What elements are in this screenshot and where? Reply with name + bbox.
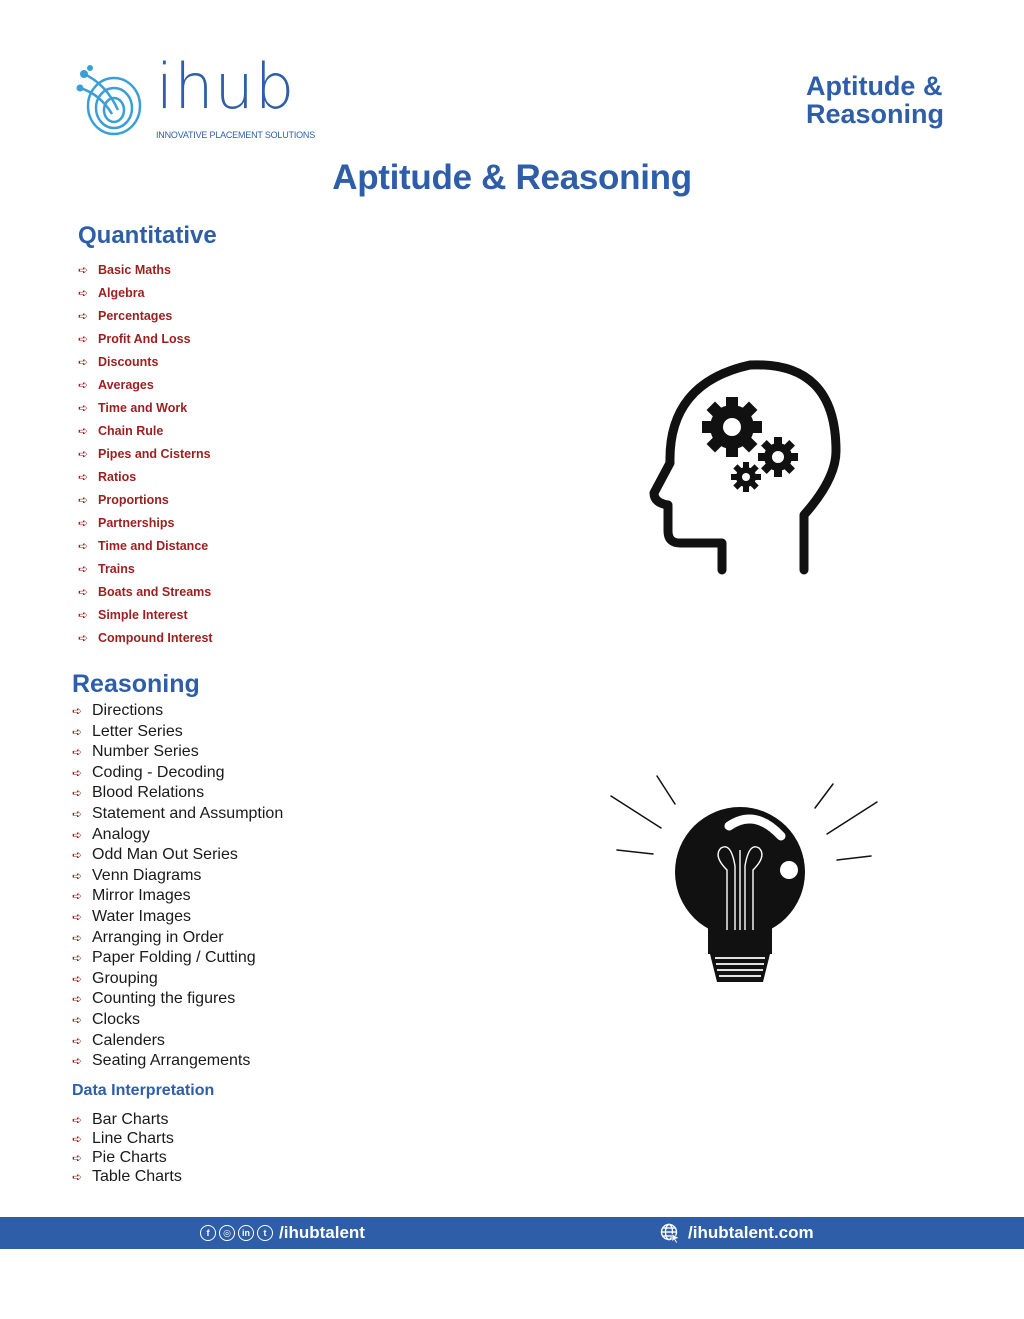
- arrow-bullet-icon: ➪: [78, 516, 89, 530]
- arrow-bullet-icon: ➪: [78, 585, 89, 599]
- data-interpretation-list: [72, 1110, 182, 1186]
- arrow-bullet-icon: ➪: [78, 539, 89, 553]
- arrow-bullet-icon: ➪: [72, 745, 83, 760]
- lightbulb-icon: [605, 770, 885, 992]
- logo-tagline: INNOVATIVE PLACEMENT SOLUTIONS: [156, 130, 316, 140]
- arrow-bullet-icon: ➪: [72, 951, 83, 966]
- list-item: ➪ Grouping: [72, 969, 158, 987]
- corner-title-line1: Aptitude &: [805, 71, 943, 101]
- list-item: ➪ Averages: [78, 375, 213, 398]
- arrow-bullet-icon: ➪: [78, 332, 89, 346]
- list-item: ➪ Compound Interest: [78, 628, 213, 651]
- list-item: ➪ Statement and Assumption: [72, 804, 284, 822]
- arrow-bullet-icon: ➪: [72, 868, 83, 883]
- list-item: ➪ Discounts: [78, 352, 213, 375]
- corner-title: [806, 72, 944, 128]
- arrow-bullet-icon: ➪: [78, 378, 89, 392]
- list-item: ➪ Trains: [78, 559, 213, 582]
- list-item: ➪ Paper Folding / Cutting: [72, 949, 256, 967]
- arrow-bullet-icon: ➪: [72, 827, 83, 842]
- quantitative-list: [78, 260, 213, 651]
- list-item: ➪ Mirror Images: [72, 887, 191, 905]
- arrow-bullet-icon: ➪: [78, 309, 89, 323]
- arrow-bullet-icon: ➪: [78, 493, 89, 507]
- arrow-bullet-icon: ➪: [72, 704, 83, 718]
- list-item: ➪ Analogy: [72, 825, 150, 843]
- arrow-bullet-icon: ➪: [78, 424, 89, 438]
- head-gears-icon: [640, 355, 850, 575]
- list-item: ➪ Table Charts: [72, 1168, 182, 1185]
- list-item: ➪ Water Images: [72, 907, 191, 925]
- list-item: ➪ Arranging in Order: [72, 928, 224, 946]
- list-item: ➪ Seating Arrangements: [72, 1052, 251, 1070]
- list-item: ➪ Pie Charts: [72, 1149, 167, 1166]
- arrow-bullet-icon: ➪: [72, 1170, 83, 1184]
- website-link[interactable]: [660, 1217, 814, 1249]
- list-item: ➪ Venn Diagrams: [72, 866, 202, 884]
- quantitative-heading: Quantitative: [78, 222, 217, 249]
- list-item: ➪ Number Series: [72, 743, 199, 761]
- arrow-bullet-icon: ➪: [72, 786, 83, 801]
- arrow-bullet-icon: ➪: [72, 1113, 83, 1127]
- list-item: ➪ Counting the figures: [72, 990, 236, 1008]
- arrow-bullet-icon: ➪: [72, 1033, 83, 1048]
- arrow-bullet-icon: ➪: [72, 909, 83, 924]
- data-interpretation-heading: Data Interpretation: [72, 1082, 215, 1099]
- arrow-bullet-icon: ➪: [78, 263, 89, 277]
- arrow-bullet-icon: ➪: [72, 992, 83, 1007]
- list-item: ➪ Partnerships: [78, 513, 213, 536]
- logo-swirl-icon: [76, 64, 146, 142]
- list-item: ➪ Bar Charts: [72, 1111, 169, 1128]
- arrow-bullet-icon: ➪: [72, 1151, 83, 1165]
- list-item: ➪ Blood Relations: [72, 784, 205, 802]
- page-title: Aptitude & Reasoning: [332, 158, 692, 197]
- list-item: ➪ Chain Rule: [78, 421, 213, 444]
- list-item: ➪ Basic Maths: [78, 260, 213, 283]
- list-item: ➪ Clocks: [72, 1010, 141, 1028]
- list-item: ➪ Percentages: [78, 306, 213, 329]
- arrow-bullet-icon: ➪: [78, 355, 89, 369]
- list-item: ➪ Coding - Decoding: [72, 763, 225, 781]
- list-item: ➪ Ratios: [78, 467, 213, 490]
- list-item: ➪ Calenders: [72, 1031, 165, 1049]
- list-item: ➪ Time and Work: [78, 398, 213, 421]
- arrow-bullet-icon: ➪: [72, 724, 83, 739]
- arrow-bullet-icon: ➪: [72, 1054, 83, 1069]
- instagram-icon[interactable]: ◎: [219, 1225, 235, 1241]
- arrow-bullet-icon: ➪: [78, 562, 89, 576]
- footer-bar: [0, 1217, 1024, 1249]
- globe-cursor-icon: [660, 1223, 680, 1243]
- list-item: ➪ Time and Distance: [78, 536, 213, 559]
- arrow-bullet-icon: ➪: [72, 971, 83, 986]
- arrow-bullet-icon: ➪: [78, 470, 89, 484]
- arrow-bullet-icon: ➪: [72, 930, 83, 945]
- list-item: ➪ Simple Interest: [78, 605, 213, 628]
- list-item: ➪ Proportions: [78, 490, 213, 513]
- list-item: ➪ Profit And Loss: [78, 329, 213, 352]
- arrow-bullet-icon: ➪: [72, 806, 83, 821]
- list-item: ➪ Boats and Streams: [78, 582, 213, 605]
- logo-wordmark: ihub: [156, 50, 296, 123]
- reasoning-heading: Reasoning: [72, 670, 200, 698]
- linkedin-icon[interactable]: in: [238, 1225, 254, 1241]
- arrow-bullet-icon: ➪: [78, 286, 89, 300]
- social-links: [200, 1217, 365, 1249]
- arrow-bullet-icon: ➪: [72, 1132, 83, 1146]
- arrow-bullet-icon: ➪: [78, 608, 89, 622]
- list-item: ➪ Odd Man Out Series: [72, 846, 238, 864]
- list-item: ➪ Letter Series: [72, 722, 183, 740]
- website-url[interactable]: /ihubtalent.com: [688, 1223, 814, 1242]
- list-item: ➪ Directions: [72, 702, 164, 719]
- facebook-icon[interactable]: f: [200, 1225, 216, 1241]
- list-item: ➪ Algebra: [78, 283, 213, 306]
- twitter-icon[interactable]: t: [257, 1225, 273, 1241]
- corner-title-line2: Reasoning: [805, 99, 944, 129]
- arrow-bullet-icon: ➪: [78, 447, 89, 461]
- list-item: ➪ Line Charts: [72, 1130, 174, 1147]
- arrow-bullet-icon: ➪: [72, 1012, 83, 1027]
- arrow-bullet-icon: ➪: [72, 765, 83, 780]
- arrow-bullet-icon: ➪: [72, 889, 83, 904]
- arrow-bullet-icon: ➪: [78, 631, 89, 645]
- list-item: ➪ Pipes and Cisterns: [78, 444, 213, 467]
- arrow-bullet-icon: ➪: [78, 401, 89, 415]
- social-handle[interactable]: /ihubtalent: [279, 1223, 365, 1242]
- reasoning-list: [72, 701, 283, 1072]
- ihub-logo: [76, 50, 326, 144]
- arrow-bullet-icon: ➪: [72, 848, 83, 863]
